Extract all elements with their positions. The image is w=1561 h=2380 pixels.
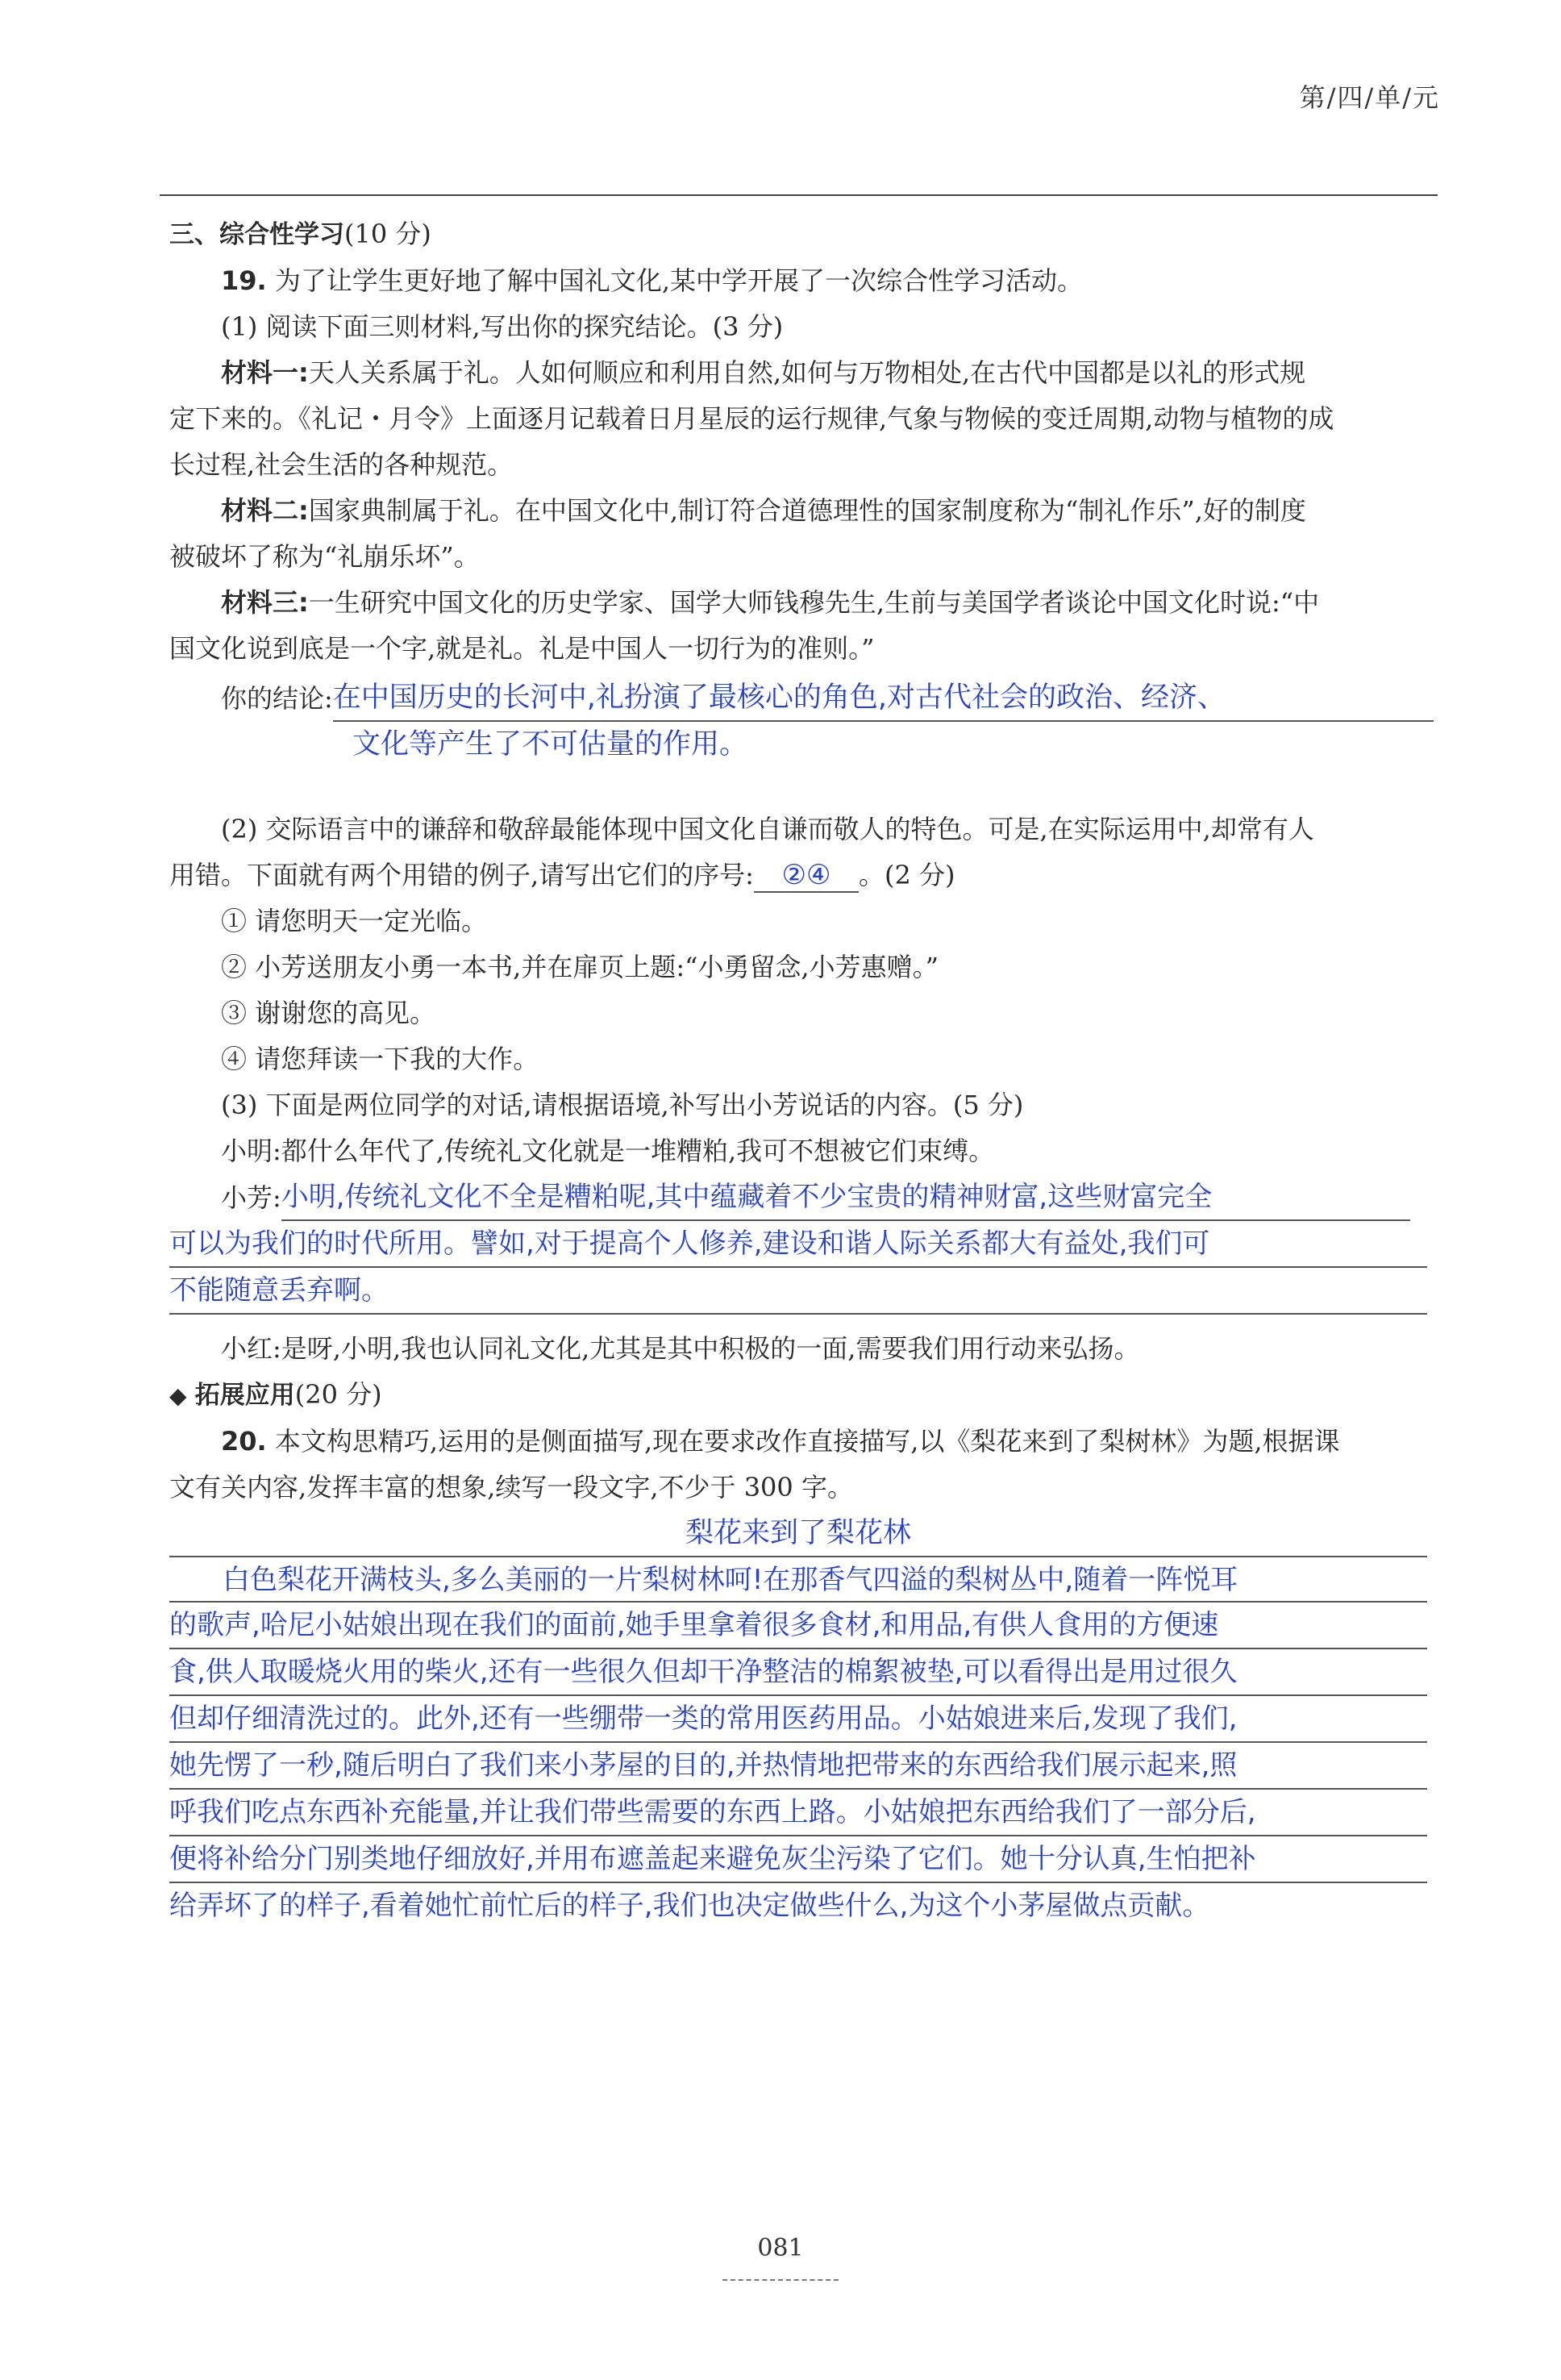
conclusion-row-2 <box>169 722 1435 768</box>
q19-sub2-score: 。(2 分) <box>858 860 955 890</box>
material-1-line-1 <box>169 350 1435 396</box>
unit-header: 第/四/单/元 <box>1299 82 1440 113</box>
option-4: ④ 请您拜读一下我的大作。 <box>221 1044 539 1074</box>
q20-text: 本文构思精巧,运用的是侧面描写,现在要求改作直接描写,以《梨花来到了梨树林》为题,根据课 <box>274 1426 1340 1457</box>
xiaofang-answer-line-3[interactable]: 不能随意丢弃啊。 <box>169 1268 1427 1315</box>
section-3-title: 三、综合性学习 <box>169 220 344 249</box>
q20-line-2: 文有关内容,发挥丰富的想象,续写一段文字,不少于 300 字。 <box>169 1472 853 1503</box>
essay-line[interactable]: 给弄坏了的样子,看着她忙前忙后的样子,我们也决定做些什么,为这个小茅屋做点贡献。 <box>169 1890 1210 1922</box>
page-number: 081 <box>757 2234 804 2262</box>
xiaofang-label: 小芳: <box>221 1182 281 1213</box>
essay-line[interactable]: 便将补给分门别类地仔细放好,并用布遮盖起来避免灰尘污染了它们。她十分认真,生怕把补 <box>169 1836 1427 1883</box>
q19-text: 为了让学生更好地了解中国礼文化,某中学开展了一次综合性学习活动。 <box>274 265 1084 296</box>
material-3-line-1 <box>169 580 1435 626</box>
material-2-text: 国家典制属于礼。在中国文化中,制订符合道德理性的国家制度称为“制礼作乐”,好的制度 <box>308 495 1306 526</box>
essay-line[interactable]: 白色梨花开满枝头,多么美丽的一片梨树林呵!在那香气四溢的梨树丛中,随着一阵悦耳 <box>169 1557 1427 1603</box>
essay-line[interactable]: 的歌声,哈尼小姑娘出现在我们的面前,她手里拿着很多食材,和用品,有供人食用的方便速 <box>169 1603 1427 1649</box>
page-number-rule <box>722 2279 839 2281</box>
material-2-label: 材料二: <box>221 495 309 526</box>
essay-line[interactable]: 呼我们吃点东西补充能量,并让我们带些需要的东西上路。小姑娘把东西给我们了一部分后, <box>169 1790 1427 1836</box>
material-1-text: 天人关系属于礼。人如何顺应和利用自然,如何与万物相处,在古代中国都是以礼的形式规 <box>308 357 1306 388</box>
material-2-line-1 <box>169 488 1435 534</box>
conclusion-answer-line-2[interactable]: 文化等产生了不可估量的作用。 <box>352 728 748 761</box>
essay-title[interactable]: 梨花来到了梨花林 <box>169 1511 1427 1557</box>
xiaofang-answer-line-1[interactable]: 小明,传统礼文化不全是糟粕呢,其中蕴藏着不少宝贵的精神财富,这些财富完全 <box>281 1174 1410 1221</box>
option-2: ② 小芳送朋友小勇一本书,并在扉页上题:“小勇留念,小芳惠赠。” <box>221 952 939 982</box>
q19-sub2-line-1: (2) 交际语言中的谦辞和敬辞最能体现中国文化自谦而敬人的特色。可是,在实际运用中,却常有人 <box>221 814 1314 844</box>
xiaofang-answer-line-2[interactable]: 可以为我们的时代所用。譬如,对于提高个人修养,建设和谐人际关系都大有益处,我们可 <box>169 1221 1427 1268</box>
essay-line[interactable]: 食,供人取暖烧火用的柴火,还有一些很久但却干净整洁的棉絮被垫,可以看得出是用过很久 <box>169 1649 1427 1696</box>
spacer <box>169 768 1435 807</box>
essay-title-row <box>169 1511 1435 1557</box>
dialogue-xiaoming: 小明:都什么年代了,传统礼文化就是一堆糟粕,我可不想被它们束缚。 <box>221 1136 995 1166</box>
q19-prompt <box>169 258 1435 304</box>
q19-sub2-prompt: 用错。下面就有两个用错的例子,请写出它们的序号: <box>169 860 754 890</box>
q20-number: 20. <box>221 1426 267 1457</box>
q19-sub1: (1) 阅读下面三则材料,写出你的探究结论。(3 分) <box>221 311 784 342</box>
xiaofang-row-2 <box>169 1221 1435 1268</box>
q19-sub3: (3) 下面是两位同学的对话,请根据语境,补写出小芳说话的内容。(5 分) <box>221 1090 1024 1120</box>
q19-number: 19. <box>221 265 267 296</box>
material-1-line-3: 长过程,社会生活的各种规范。 <box>169 449 514 480</box>
conclusion-row <box>169 675 1435 722</box>
conclusion-label: 你的结论: <box>221 683 333 714</box>
q19-sub2-answer[interactable]: ②④ <box>754 859 859 893</box>
material-3-label: 材料三: <box>221 587 309 618</box>
essay-line[interactable]: 但却仔细清洗过的。此外,还有一些绷带一类的常用医药用品。小姑娘进来后,发现了我们, <box>169 1696 1427 1743</box>
material-3-text: 一生研究中国文化的历史学家、国学大师钱穆先生,生前与美国学者谈论中国文化时说:“中 <box>308 587 1320 618</box>
section-3-score: (10 分) <box>344 219 431 249</box>
q19-sub2-line-2 <box>169 852 1435 898</box>
extension-score: (20 分) <box>294 1379 382 1410</box>
section-3-heading <box>169 211 1435 258</box>
essay-body <box>169 1557 1435 1928</box>
xiaofang-row-3 <box>169 1268 1435 1315</box>
material-1-label: 材料一: <box>221 357 309 388</box>
material-3-line-2: 国文化说到底是一个字,就是礼。礼是中国人一切行为的准则。” <box>169 633 875 664</box>
dialogue-xiaohong: 小红:是呀,小明,我也认同礼文化,尤其是其中积极的一面,需要我们用行动来弘扬。 <box>221 1333 1140 1364</box>
page-content <box>169 211 1435 1928</box>
spacer <box>169 1315 1435 1326</box>
material-2-line-2: 被破坏了称为“礼崩乐坏”。 <box>169 541 480 572</box>
header-rule <box>160 194 1438 196</box>
dialogue-xiaofang-row <box>169 1174 1435 1221</box>
extension-heading <box>169 1372 1435 1419</box>
option-1: ① 请您明天一定光临。 <box>221 906 488 936</box>
material-1-line-2: 定下来的。《礼记・月令》上面逐月记载着日月星辰的运行规律,气象与物候的变迁周期,动物与植物的成 <box>169 403 1334 434</box>
extension-title: 拓展应用 <box>194 1381 295 1410</box>
option-3: ③ 谢谢您的高见。 <box>221 998 436 1028</box>
conclusion-answer-line-1[interactable]: 在中国历史的长河中,礼扮演了最核心的角色,对古代社会的政治、经济、 <box>333 675 1434 722</box>
essay-line[interactable]: 她先愣了一秒,随后明白了我们来小茅屋的目的,并热情地把带来的东西给我们展示起来,照 <box>169 1743 1427 1790</box>
diamond-icon: ◆ <box>169 1382 187 1409</box>
q20-line-1 <box>169 1419 1435 1465</box>
